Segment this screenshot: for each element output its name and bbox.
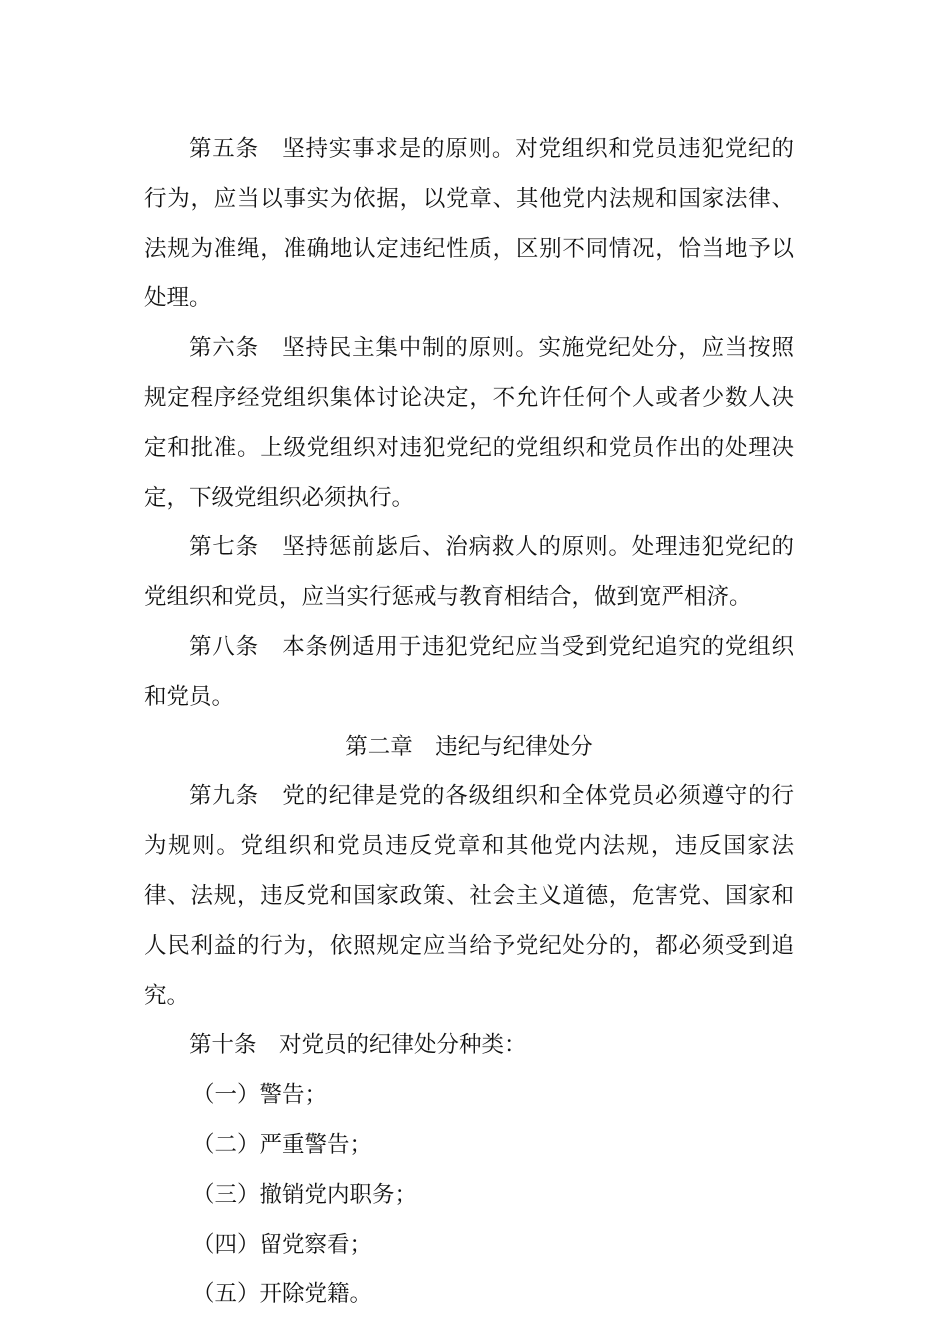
article-7: 第七条 坚持惩前毖后、治病救人的原则。处理违犯党纪的党组织和党员，应当实行惩戒与教育相结合，做到宽严相济。 xyxy=(144,534,794,611)
chapter-heading: 第二章 违纪与纪律处分 xyxy=(345,733,593,760)
list-item: （三）撤销党内职务； xyxy=(192,1181,418,1208)
article-6: 第六条 坚持民主集中制的原则。实施党纪处分，应当按照规定程序经党组织集体讨论决定，不允许任何个人或者少数人决定和批准。上级党组织对违犯党纪的党组织和党员作出的处理决定，下级党组织必须执行。 xyxy=(144,335,794,511)
list-item: （五）开除党籍。 xyxy=(192,1281,373,1308)
article-8: 第八条 本条例适用于违犯党纪应当受到党纪追究的党组织和党员。 xyxy=(144,633,794,710)
list-item: （一）警告； xyxy=(192,1082,328,1109)
document-body xyxy=(144,125,794,1320)
article-5: 第五条 坚持实事求是的原则。对党组织和党员违犯党纪的行为，应当以事实为依据，以党章、其他党内法规和国家法律、法规为准绳，准确地认定违纪性质，区别不同情况，恰当地予以处理。 xyxy=(144,136,794,312)
list-item: （二）严重警告； xyxy=(192,1131,373,1158)
article-9: 第九条 党的纪律是党的各级组织和全体党员必须遵守的行为规则。党组织和党员违反党章和其他党内法规，违反国家法律、法规，违反党和国家政策、社会主义道德，危害党、国家和人民利益的行为，依照规定应当给予党纪处分的，都必须受到追究。 xyxy=(144,783,794,1009)
list-item: （四）留党察看； xyxy=(192,1231,373,1258)
article-10: 第十条 对党员的纪律处分种类： xyxy=(189,1032,527,1059)
